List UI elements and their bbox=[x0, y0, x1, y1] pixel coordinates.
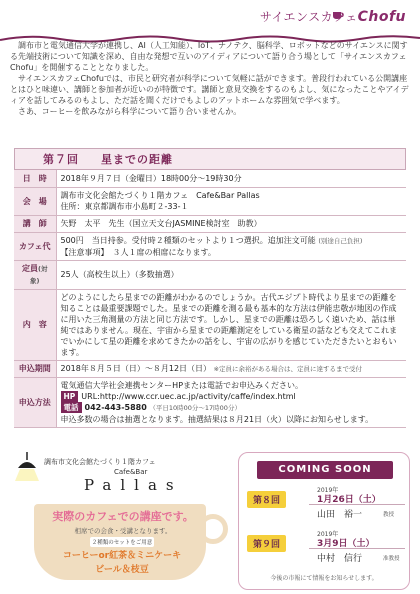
row-label: 会 場 bbox=[14, 187, 56, 215]
capacity-value: 25人（高校生以上）（多数抽選） bbox=[56, 260, 406, 289]
cafe-promo bbox=[12, 452, 234, 584]
row-label: 講 師 bbox=[14, 215, 56, 232]
set-option-1: コーヒーor紅茶＆ミニケーキ bbox=[62, 551, 182, 561]
speaker-name: 中村 信行 bbox=[317, 554, 363, 564]
event-title-bar bbox=[14, 148, 406, 170]
coming-soon-panel bbox=[238, 452, 410, 590]
cup-illustration bbox=[34, 504, 230, 584]
capacity-label: 定員 bbox=[22, 263, 38, 273]
divider bbox=[309, 548, 405, 549]
venue-address: 住所：東京都調布市小島町２-33-１ bbox=[60, 202, 189, 211]
cafe-venue: 調布市文化会館たづくり１階カフェ bbox=[44, 458, 156, 466]
content-value: どのようにしたら星までの距離がわかるのでしょうか。古代エジプト時代より星までの距離を知ることは最重要課題でした。星までの距離を測る最も基本的な方法は伊能忠敬が地図の作成に用いた三角測量の方法と同じ方法です。しかし、星までの距離は恐ろしく遠いため、話は単純ではありません。現在、宇宙から星までの距離測定をしている衛星の話なども交えてこれまでいかにして星の距離を求めてきたかの話をし、宇宙の広がりを感じていただきたいとおもいます。 bbox=[56, 289, 406, 360]
intro-paragraph: サイエンスカフェChofuでは、市民と研究者が科学について気軽に話ができます。普段行われている公開講座とはひと味違い、講師と参加者が近いのが特徴です。講師と意見交換をするのもよし、気になったことやアイディアを話してみるのもよし、ただ話を聞くだけでもよしのアットホームな雰囲気で学べます。 bbox=[10, 74, 409, 105]
event-number: 第７回 bbox=[43, 153, 79, 166]
event-section bbox=[14, 148, 406, 428]
fee-value bbox=[56, 232, 406, 260]
upcoming-event bbox=[247, 529, 407, 567]
divider bbox=[309, 504, 405, 505]
cafe-subtext: 相席での会食・受講となります。 bbox=[74, 527, 172, 535]
method-value bbox=[56, 377, 406, 427]
speaker-name: 山田 裕一 bbox=[317, 510, 363, 520]
page-header bbox=[0, 0, 420, 38]
table-row bbox=[14, 187, 406, 215]
venue-name: 調布市文化会館たづくり１階カフェ Cafe&Bar Pallas bbox=[60, 191, 260, 200]
event-info-table bbox=[14, 170, 406, 428]
table-row bbox=[14, 377, 406, 427]
cafe-bar-label: Cafe&Bar bbox=[114, 468, 148, 476]
cafe-headline: 実際のカフェでの講座です。 bbox=[52, 510, 194, 523]
intro-paragraph: さあ、コーヒーを飲みながら科学について語り合いませんか。 bbox=[18, 107, 242, 116]
fee-note: (別途自己負担) bbox=[318, 236, 363, 245]
row-label bbox=[14, 260, 56, 289]
brand-title bbox=[260, 8, 406, 25]
row-label: カフェ代 bbox=[14, 232, 56, 260]
venue-value bbox=[56, 187, 406, 215]
tel-hours: （平日10時00分～17時00分） bbox=[149, 403, 241, 412]
capacity-label-small: (対象) bbox=[30, 264, 48, 285]
brand-name: Chofu bbox=[357, 9, 406, 25]
tel-number: 042-443-5880 bbox=[84, 402, 147, 412]
brand-prefix: サイエンスカフェ bbox=[259, 10, 358, 24]
period-dates: 2018年８月５日（日）～８月12日（日） bbox=[60, 363, 212, 373]
period-note: ※定員に余裕がある場合は、定員に達するまで受付 bbox=[213, 364, 363, 373]
lamp-icon bbox=[12, 452, 42, 482]
event-date: 3月9日（土） bbox=[317, 539, 375, 549]
table-row bbox=[14, 289, 406, 360]
event-date: 1月26日（土） bbox=[317, 495, 381, 505]
url-link[interactable]: http://www.ccr.uec.ac.jp/activity/caffe/index.html bbox=[99, 391, 296, 401]
table-row bbox=[14, 215, 406, 232]
row-label: 申込期間 bbox=[14, 360, 56, 377]
set-note: ２種類のセットをご用意 bbox=[90, 537, 154, 547]
fee-caution: 【注意事項】 ３人１席の相席になります。 bbox=[60, 247, 216, 257]
speaker-role: 准教授 bbox=[383, 556, 400, 562]
tel-tag: 電話 bbox=[61, 402, 82, 413]
event-badge: 第９回 bbox=[247, 535, 286, 552]
url-prefix: URL: bbox=[81, 391, 100, 401]
table-row bbox=[14, 360, 406, 377]
fee-main: 500円 当日持参。受付時２種類のセットより１つ選択。追加注文可能 bbox=[60, 235, 316, 245]
set-option-2: ビール＆枝豆 bbox=[95, 565, 149, 575]
intro-text bbox=[10, 40, 410, 117]
date-value: 2018年９月７日（金曜日）18時00分～19時30分 bbox=[56, 170, 406, 187]
coming-soon-heading: COMING SOON bbox=[257, 461, 393, 479]
event-year: 2019年 bbox=[317, 531, 339, 538]
period-value bbox=[56, 360, 406, 377]
table-row bbox=[14, 260, 406, 289]
event-title: 星までの距離 bbox=[101, 153, 173, 166]
method-intro: 電気通信大学社会連携センターHPまたは電話でお申込みください。 bbox=[60, 380, 304, 390]
row-label: 内 容 bbox=[14, 289, 56, 360]
intro-paragraph: 調布市と電気通信大学が連携し、AI（人工知能）、IoT、ナノテク、脳科学、ロボットなどのサイエンスに関する先端技術について知識を深め、自由な発想で互いのアイディアについて語り合う場として「サイエンスカフェChofu」を開催することとなりました。 bbox=[10, 41, 408, 72]
speaker-role: 教授 bbox=[383, 512, 395, 518]
table-row bbox=[14, 232, 406, 260]
row-label: 日 時 bbox=[14, 170, 56, 187]
lecturer-value: 矢野 太平 先生（国立天文台JASMINE検討室 助教） bbox=[56, 215, 406, 232]
event-badge: 第８回 bbox=[247, 491, 286, 508]
cafe-name: Pallas bbox=[84, 476, 183, 494]
row-label: 申込方法 bbox=[14, 377, 56, 427]
coming-soon-footer: 今後の市報にて情報をお知らせします。 bbox=[270, 575, 378, 582]
table-row bbox=[14, 170, 406, 187]
event-year: 2019年 bbox=[317, 487, 339, 494]
method-note: 申込多数の場合は抽選となります。抽選結果は８月21日（火）以降にお知らせします。 bbox=[60, 414, 374, 424]
upcoming-event bbox=[247, 485, 407, 523]
hp-tag: HP bbox=[61, 391, 79, 402]
